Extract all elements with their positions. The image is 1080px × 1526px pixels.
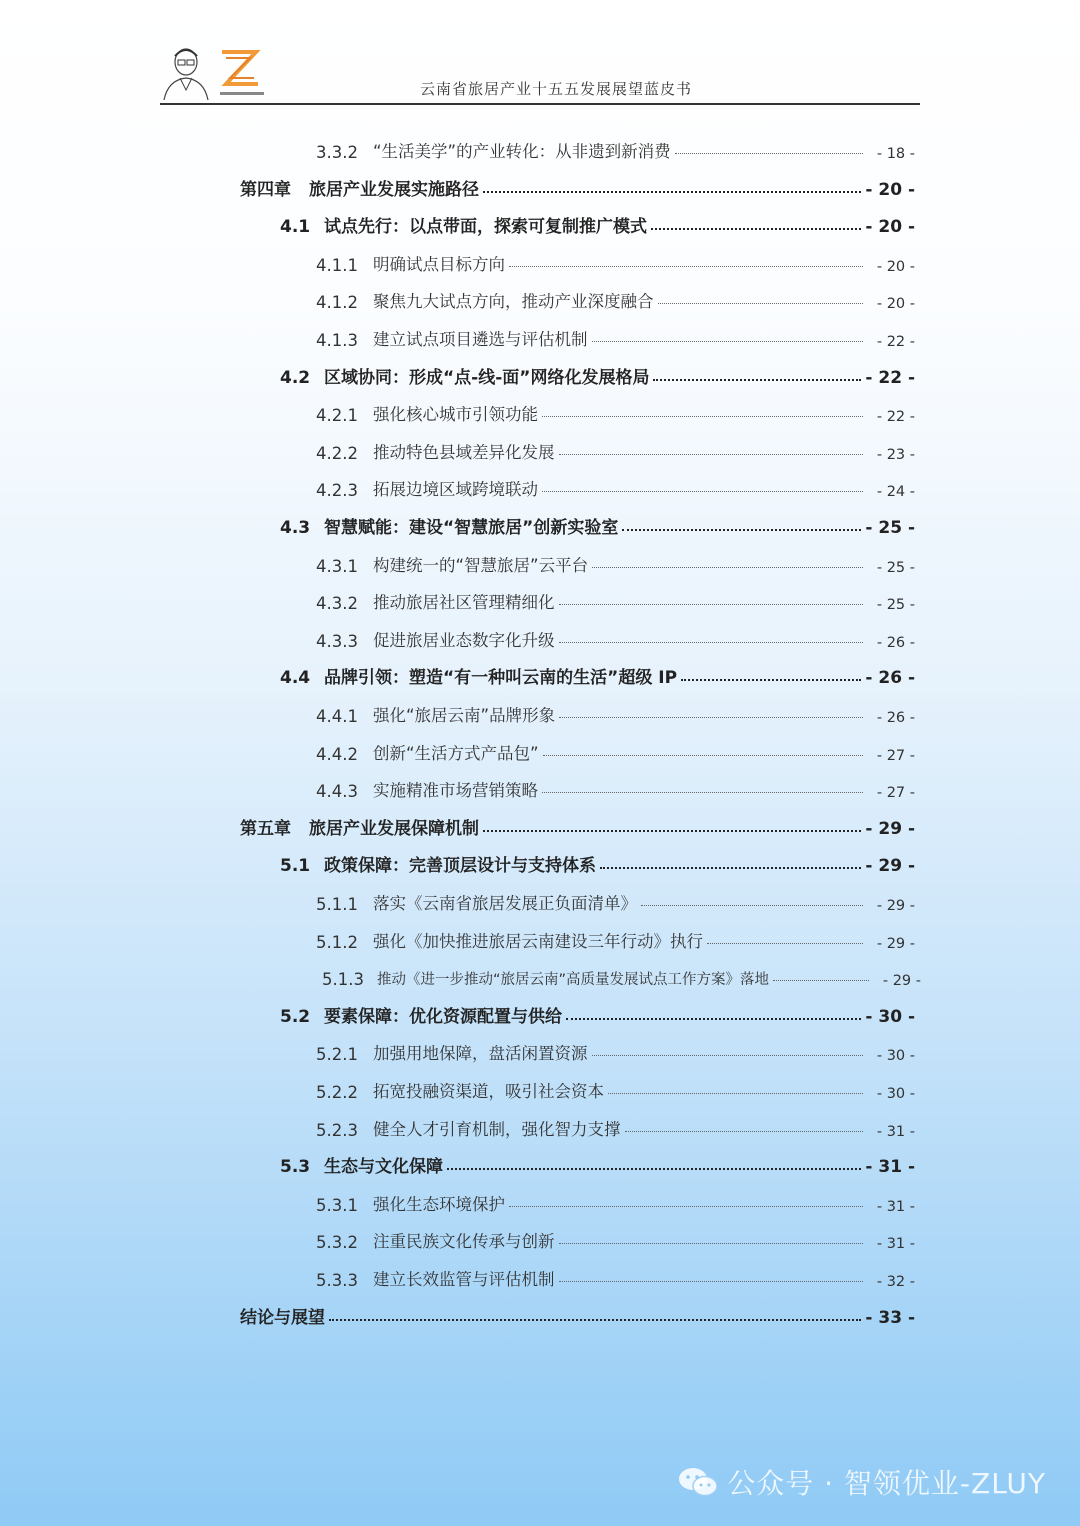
toc-entry[interactable] xyxy=(316,245,915,275)
toc-dot-leader xyxy=(509,266,863,267)
toc-entry-title: 强化核心城市引领功能 xyxy=(373,405,538,425)
toc-entry[interactable] xyxy=(316,922,915,952)
toc-entry[interactable] xyxy=(316,546,915,576)
toc-dot-leader xyxy=(559,642,864,643)
page-header xyxy=(160,40,920,105)
toc-dot-leader xyxy=(658,303,864,304)
toc-entry-title: 强化“旅居云南”品牌形象 xyxy=(373,706,556,725)
toc-entry-title: 建立试点项目遴选与评估机制 xyxy=(373,330,588,349)
toc-dot-leader xyxy=(542,491,863,492)
toc-entry-title: 强化《加快推进旅居云南建设三年行动》执行 xyxy=(373,931,703,951)
toc-entry-title: 促进旅居业态数字化升级 xyxy=(373,630,555,650)
toc-entry[interactable] xyxy=(280,508,915,538)
toc-entry[interactable] xyxy=(280,658,915,688)
toc-entry-title: 注重民族文化传承与创新 xyxy=(373,1232,555,1252)
toc-entry-number: 5.2.1 xyxy=(316,1045,358,1065)
toc-entry-number: 5.2 xyxy=(280,1006,311,1027)
toc-entry-page: - 31 - xyxy=(865,1157,915,1178)
toc-entry-title: 拓展边境区域跨境联动 xyxy=(373,480,538,500)
toc-entry[interactable] xyxy=(316,583,915,613)
toc-entry[interactable] xyxy=(316,696,915,726)
toc-entry-title: 构建统一的“智慧旅居”云平台 xyxy=(373,555,589,575)
toc-entry[interactable] xyxy=(316,734,915,764)
toc-entry-number: 第五章 xyxy=(240,818,291,839)
toc-entry-page: - 33 - xyxy=(865,1307,915,1328)
toc-entry-number: 5.2.2 xyxy=(316,1083,358,1102)
header-title: 云南省旅居产业十五五发展展望蓝皮书 xyxy=(419,80,692,98)
toc-entry[interactable] xyxy=(316,1072,915,1102)
toc-entry-page: - 31 - xyxy=(876,1236,915,1253)
toc-entry[interactable] xyxy=(316,470,915,500)
toc-entry-page: - 20 - xyxy=(865,179,915,200)
toc-entry-page: - 32 - xyxy=(876,1274,915,1290)
toc-entry[interactable] xyxy=(240,1298,915,1328)
toc-entry-title: 强化生态环境保护 xyxy=(373,1194,505,1214)
toc-entry[interactable] xyxy=(316,1260,915,1290)
toc-entry[interactable] xyxy=(280,846,915,876)
toc-entry-number: 4.2 xyxy=(280,367,311,388)
toc-entry[interactable] xyxy=(316,395,915,425)
toc-entry[interactable] xyxy=(322,959,921,989)
toc-entry[interactable] xyxy=(240,809,915,839)
toc-entry-number: 4.1 xyxy=(280,217,311,238)
toc-entry-number: 4.2.1 xyxy=(316,406,358,426)
toc-dot-leader xyxy=(559,717,863,718)
toc-dot-leader xyxy=(509,1206,863,1207)
toc-entry-page: - 22 - xyxy=(876,409,915,426)
toc-entry-title: 区域协同：形成“点-线-面”网络化发展格局 xyxy=(324,367,650,388)
toc-entry-title: 结论与展望 xyxy=(240,1307,325,1328)
brand-tagline-mark xyxy=(220,92,264,96)
toc-entry-page: - 29 - xyxy=(876,935,915,952)
toc-entry-number: 5.1 xyxy=(280,856,311,877)
toc-entry-title: 政策保障：完善顶层设计与支持体系 xyxy=(324,856,596,877)
toc-entry-title: 落实《云南省旅居发展正负面清单》 xyxy=(373,894,637,913)
toc-dot-leader xyxy=(681,679,861,681)
toc-dot-leader xyxy=(542,792,863,793)
toc-entry-title: 拓宽投融资渠道，吸引社会资本 xyxy=(373,1082,604,1101)
toc-dot-leader xyxy=(608,1093,863,1094)
toc-dot-leader xyxy=(600,867,861,869)
toc-entry-title: 实施精准市场营销策略 xyxy=(373,781,538,801)
toc-dot-leader xyxy=(559,604,864,605)
toc-entry[interactable] xyxy=(280,207,915,237)
toc-dot-leader xyxy=(675,153,863,154)
toc-dot-leader xyxy=(483,191,861,193)
toc-entry-title: 创新“生活方式产品包” xyxy=(373,743,539,763)
toc-entry-title: 旅居产业发展实施路径 xyxy=(309,179,479,200)
toc-entry-page: - 22 - xyxy=(876,334,915,350)
toc-dot-leader xyxy=(559,454,864,455)
toc-entry-number: 4.3.1 xyxy=(316,556,358,576)
toc-dot-leader xyxy=(543,755,863,756)
toc-entry-title: 智慧赋能：建设“智慧旅居”创新实验室 xyxy=(324,518,619,538)
toc-dot-leader xyxy=(653,379,861,381)
toc-entry-title: “生活美学”的产业转化：从非遗到新消费 xyxy=(373,142,671,161)
toc-entry-number: 4.1.1 xyxy=(316,255,358,275)
toc-dot-leader xyxy=(592,341,864,342)
toc-entry-page: - 29 - xyxy=(876,898,915,914)
toc-entry-page: - 20 - xyxy=(865,217,915,238)
toc-entry-number: 4.1.3 xyxy=(316,331,358,350)
toc-entry-title: 试点先行：以点带面，探索可复制推广模式 xyxy=(324,217,647,238)
toc-entry-number: 5.3.3 xyxy=(316,1271,358,1290)
toc-dot-leader xyxy=(707,943,863,944)
toc-entry-page: - 29 - xyxy=(865,818,915,839)
toc-entry-page: - 20 - xyxy=(876,258,915,275)
toc-entry-number: 4.2.3 xyxy=(316,481,358,501)
toc-entry-number: 5.1.1 xyxy=(316,895,358,914)
toc-entry[interactable] xyxy=(316,1222,915,1252)
toc-entry-page: - 31 - xyxy=(876,1198,915,1215)
toc-entry-number: 4.1.2 xyxy=(316,293,358,313)
toc-entry-number: 4.4.1 xyxy=(316,707,358,726)
toc-entry-page: - 22 - xyxy=(865,367,915,388)
toc-entry-number: 4.4 xyxy=(280,668,311,689)
toc-entry-title: 品牌引领：塑造“有一种叫云南的生活”超级 IP xyxy=(324,668,678,689)
toc-dot-leader xyxy=(641,905,863,906)
toc-entry-title: 推动《进一步推动“旅居云南”高质量发展试点工作方案》落地 xyxy=(377,972,770,989)
toc-entry-number: 4.2.2 xyxy=(316,443,358,463)
toc-entry-page: - 25 - xyxy=(865,518,915,538)
toc-entry-page: - 24 - xyxy=(876,484,915,501)
toc-entry-title: 旅居产业发展保障机制 xyxy=(309,818,479,839)
toc-entry-page: - 25 - xyxy=(876,559,915,576)
watermark xyxy=(677,1462,1046,1502)
toc-entry-number: 4.3 xyxy=(280,518,311,538)
toc-entry-page: - 18 - xyxy=(876,146,915,162)
brand-z-logo-icon xyxy=(218,46,262,90)
toc-entry[interactable] xyxy=(280,1147,915,1177)
toc-dot-leader xyxy=(559,1243,864,1244)
toc-entry-number: 5.1.2 xyxy=(316,932,358,952)
toc-entry-title: 建立长效监管与评估机制 xyxy=(373,1270,555,1289)
author-portrait-icon xyxy=(160,42,212,100)
toc-entry[interactable] xyxy=(316,282,915,312)
toc-entry[interactable] xyxy=(316,433,915,463)
toc-entry[interactable] xyxy=(316,132,915,162)
toc-entry-page: - 30 - xyxy=(876,1048,915,1065)
toc-dot-leader xyxy=(622,529,861,531)
toc-dot-leader xyxy=(483,830,861,832)
toc-dot-leader xyxy=(625,1131,864,1132)
toc-entry-page: - 25 - xyxy=(876,597,915,614)
toc-entry-number: 第四章 xyxy=(240,179,291,200)
toc-dot-leader xyxy=(329,1319,861,1321)
toc-entry-number: 5.3 xyxy=(280,1157,311,1178)
toc-dot-leader xyxy=(542,416,863,417)
toc-entry[interactable] xyxy=(316,1034,915,1064)
toc-entry[interactable] xyxy=(316,884,915,914)
toc-dot-leader xyxy=(447,1168,861,1170)
toc-dot-leader xyxy=(559,1281,864,1282)
toc-entry-title: 生态与文化保障 xyxy=(324,1157,443,1178)
watermark-text: 公众号 · 智领优业-ZLUY xyxy=(727,1467,1046,1500)
toc-entry-title: 推动旅居社区管理精细化 xyxy=(373,593,555,613)
toc-dot-leader xyxy=(651,228,861,230)
toc-entry-title: 健全人才引育机制，强化智力支撑 xyxy=(373,1119,621,1139)
toc-entry-page: - 29 - xyxy=(882,973,921,990)
toc-entry-page: - 29 - xyxy=(865,856,915,877)
toc-entry-page: - 31 - xyxy=(876,1123,915,1140)
toc-entry-page: - 23 - xyxy=(876,446,915,463)
toc-entry-number: 4.4.3 xyxy=(316,782,358,802)
toc-entry[interactable] xyxy=(316,771,915,801)
toc-entry-page: - 20 - xyxy=(876,296,915,313)
toc-entry-number: 5.3.1 xyxy=(316,1195,358,1215)
toc-entry-page: - 30 - xyxy=(865,1006,915,1027)
toc-entry-page: - 30 - xyxy=(876,1086,915,1102)
toc-entry-title: 加强用地保障，盘活闲置资源 xyxy=(373,1044,588,1064)
toc-dot-leader xyxy=(592,1055,864,1056)
toc-entry-page: - 27 - xyxy=(876,747,915,764)
toc-entry[interactable] xyxy=(316,1110,915,1140)
toc-entry-number: 5.3.2 xyxy=(316,1233,358,1253)
toc-entry[interactable] xyxy=(316,1185,915,1215)
toc-entry[interactable] xyxy=(280,358,915,388)
toc-entry-title: 要素保障：优化资源配置与供给 xyxy=(324,1006,562,1027)
toc-dot-leader xyxy=(592,567,863,568)
header-divider xyxy=(160,103,920,105)
toc-entry-title: 推动特色县域差异化发展 xyxy=(373,442,555,462)
toc-dot-leader xyxy=(773,980,869,981)
toc-entry-number: 4.3.3 xyxy=(316,631,358,651)
toc-entry[interactable] xyxy=(240,170,915,200)
toc-entry-number: 5.2.3 xyxy=(316,1120,358,1140)
toc-entry-number: 5.1.3 xyxy=(322,970,364,990)
toc-entry[interactable] xyxy=(316,621,915,651)
toc-entry-page: - 26 - xyxy=(865,668,915,689)
toc-dot-leader xyxy=(566,1018,861,1020)
toc-entry[interactable] xyxy=(280,997,915,1027)
toc-entry[interactable] xyxy=(316,320,915,350)
toc-entry-page: - 27 - xyxy=(876,785,915,802)
toc-entry-title: 明确试点目标方向 xyxy=(373,254,505,274)
toc-entry-number: 4.4.2 xyxy=(316,744,358,764)
toc-entry-title: 聚焦九大试点方向，推动产业深度融合 xyxy=(373,292,654,312)
toc-entry-number: 3.3.2 xyxy=(316,143,358,162)
wechat-icon xyxy=(677,1465,719,1499)
toc-entry-page: - 26 - xyxy=(876,710,915,726)
toc-entry-page: - 26 - xyxy=(876,634,915,651)
toc-entry-number: 4.3.2 xyxy=(316,594,358,614)
